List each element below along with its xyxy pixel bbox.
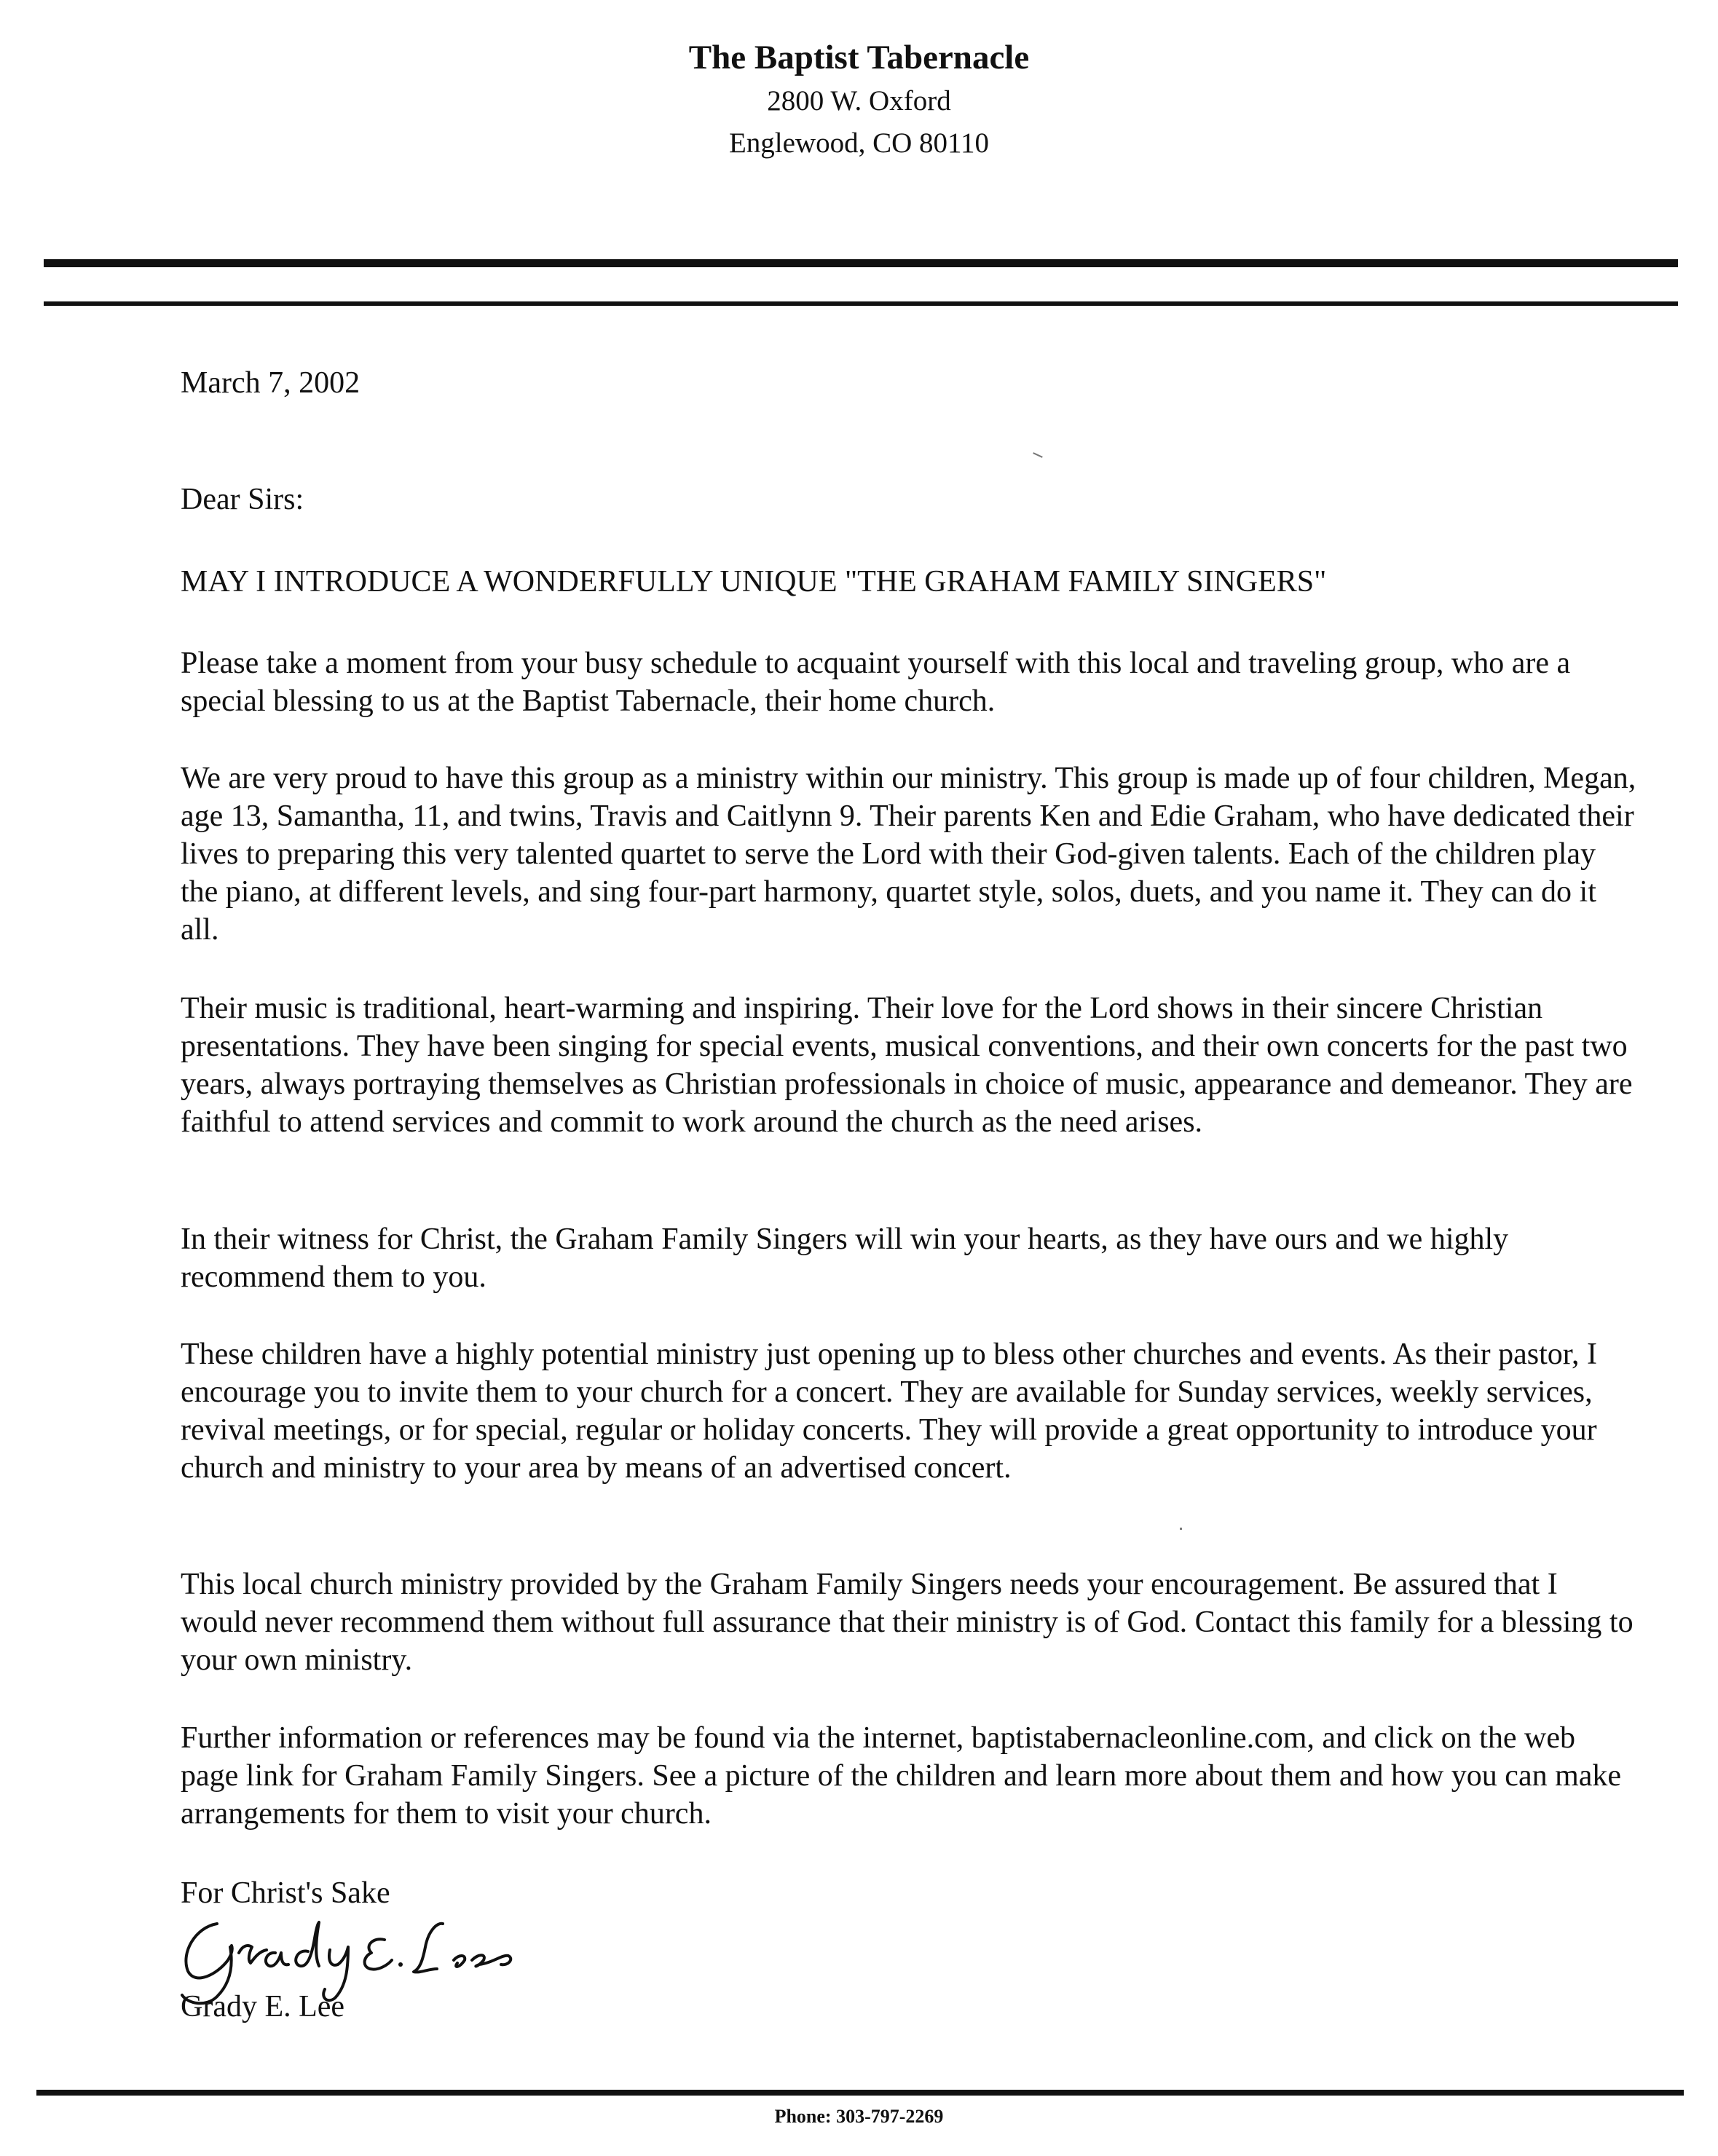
organization-name: The Baptist Tabernacle xyxy=(688,39,1030,76)
letter-heading: MAY I INTRODUCE A WONDERFULLY UNIQUE "THE GRAHAM FAMILY SINGERS" xyxy=(181,565,1327,599)
closing: For Christ's Sake xyxy=(181,1876,390,1910)
paragraph-5: These children have a highly potential ministry just opening up to bless other churches and events. As their pastor, I encourage you to invite them to your church for a concert. They are available for Sunday services, weekly services, revival meetings, or for special, regular or holiday concerts. They will provide a great opportunity to introduce your church and ministry to your area by means of an advertised concert. xyxy=(181,1338,1598,1485)
letter-date: March 7, 2002 xyxy=(181,366,360,400)
paragraph-4: In their witness for Christ, the Graham Family Singers will win your hearts, as they have ours and we highly recommend them to you. xyxy=(181,1223,1509,1294)
scan-speck xyxy=(1033,452,1043,458)
footer-rule xyxy=(36,2090,1684,2096)
paragraph-6: This local church ministry provided by the Graham Family Singers needs your encouragement. Be assured that I would never recommend them without full assurance that their ministry is of God. Contact this family for a blessing to your own ministry. xyxy=(181,1568,1634,1677)
paragraph-3: Their music is traditional, heart-warming and inspiring. Their love for the Lord shows in their sincere Christian presentations. They have been singing for special events, musical conventions, and their own concerts for the past two years, always portraying themselves as Christian professionals in choice of music, appearance and demeanor. They are faithful to attend services and commit to work around the church as the need arises. xyxy=(181,992,1633,1139)
signer-name: Grady E. Lee xyxy=(181,1990,345,2023)
salutation: Dear Sirs: xyxy=(181,483,304,516)
paragraph-7: Further information or references may be found via the internet, baptistabernacleonline.com, and click on the web page link for Graham Family Singers. See a picture of the children and learn more about them and how you can make arrangements for them to visit your church. xyxy=(181,1721,1622,1831)
address-line-2: Englewood, CO 80110 xyxy=(728,127,990,159)
scan-speck xyxy=(1180,1528,1182,1530)
letterhead xyxy=(0,35,1718,165)
address-line-1: 2800 W. Oxford xyxy=(767,85,951,117)
paragraph-1: Please take a moment from your busy schedule to acquaint yourself with this local and traveling group, who are a special blessing to us at the Baptist Tabernacle, their home church. xyxy=(181,647,1571,718)
paragraph-2: We are very proud to have this group as a ministry within our ministry. This group is made up of four children, Megan, age 13, Samantha, 11, and twins, Travis and Caitlynn 9. Their parents Ken and Edie Graham, who have dedicated their lives to preparing this very talented quartet to serve the Lord with their God-given talents. Each of the children play the piano, at different levels, and sing four-part harmony, quartet style, solos, duets, and you name it. They can do it all. xyxy=(181,762,1636,947)
header-rule-thin xyxy=(44,301,1678,306)
footer-phone: Phone: 303-797-2269 xyxy=(774,2106,944,2127)
header-rule-thick xyxy=(44,259,1678,267)
